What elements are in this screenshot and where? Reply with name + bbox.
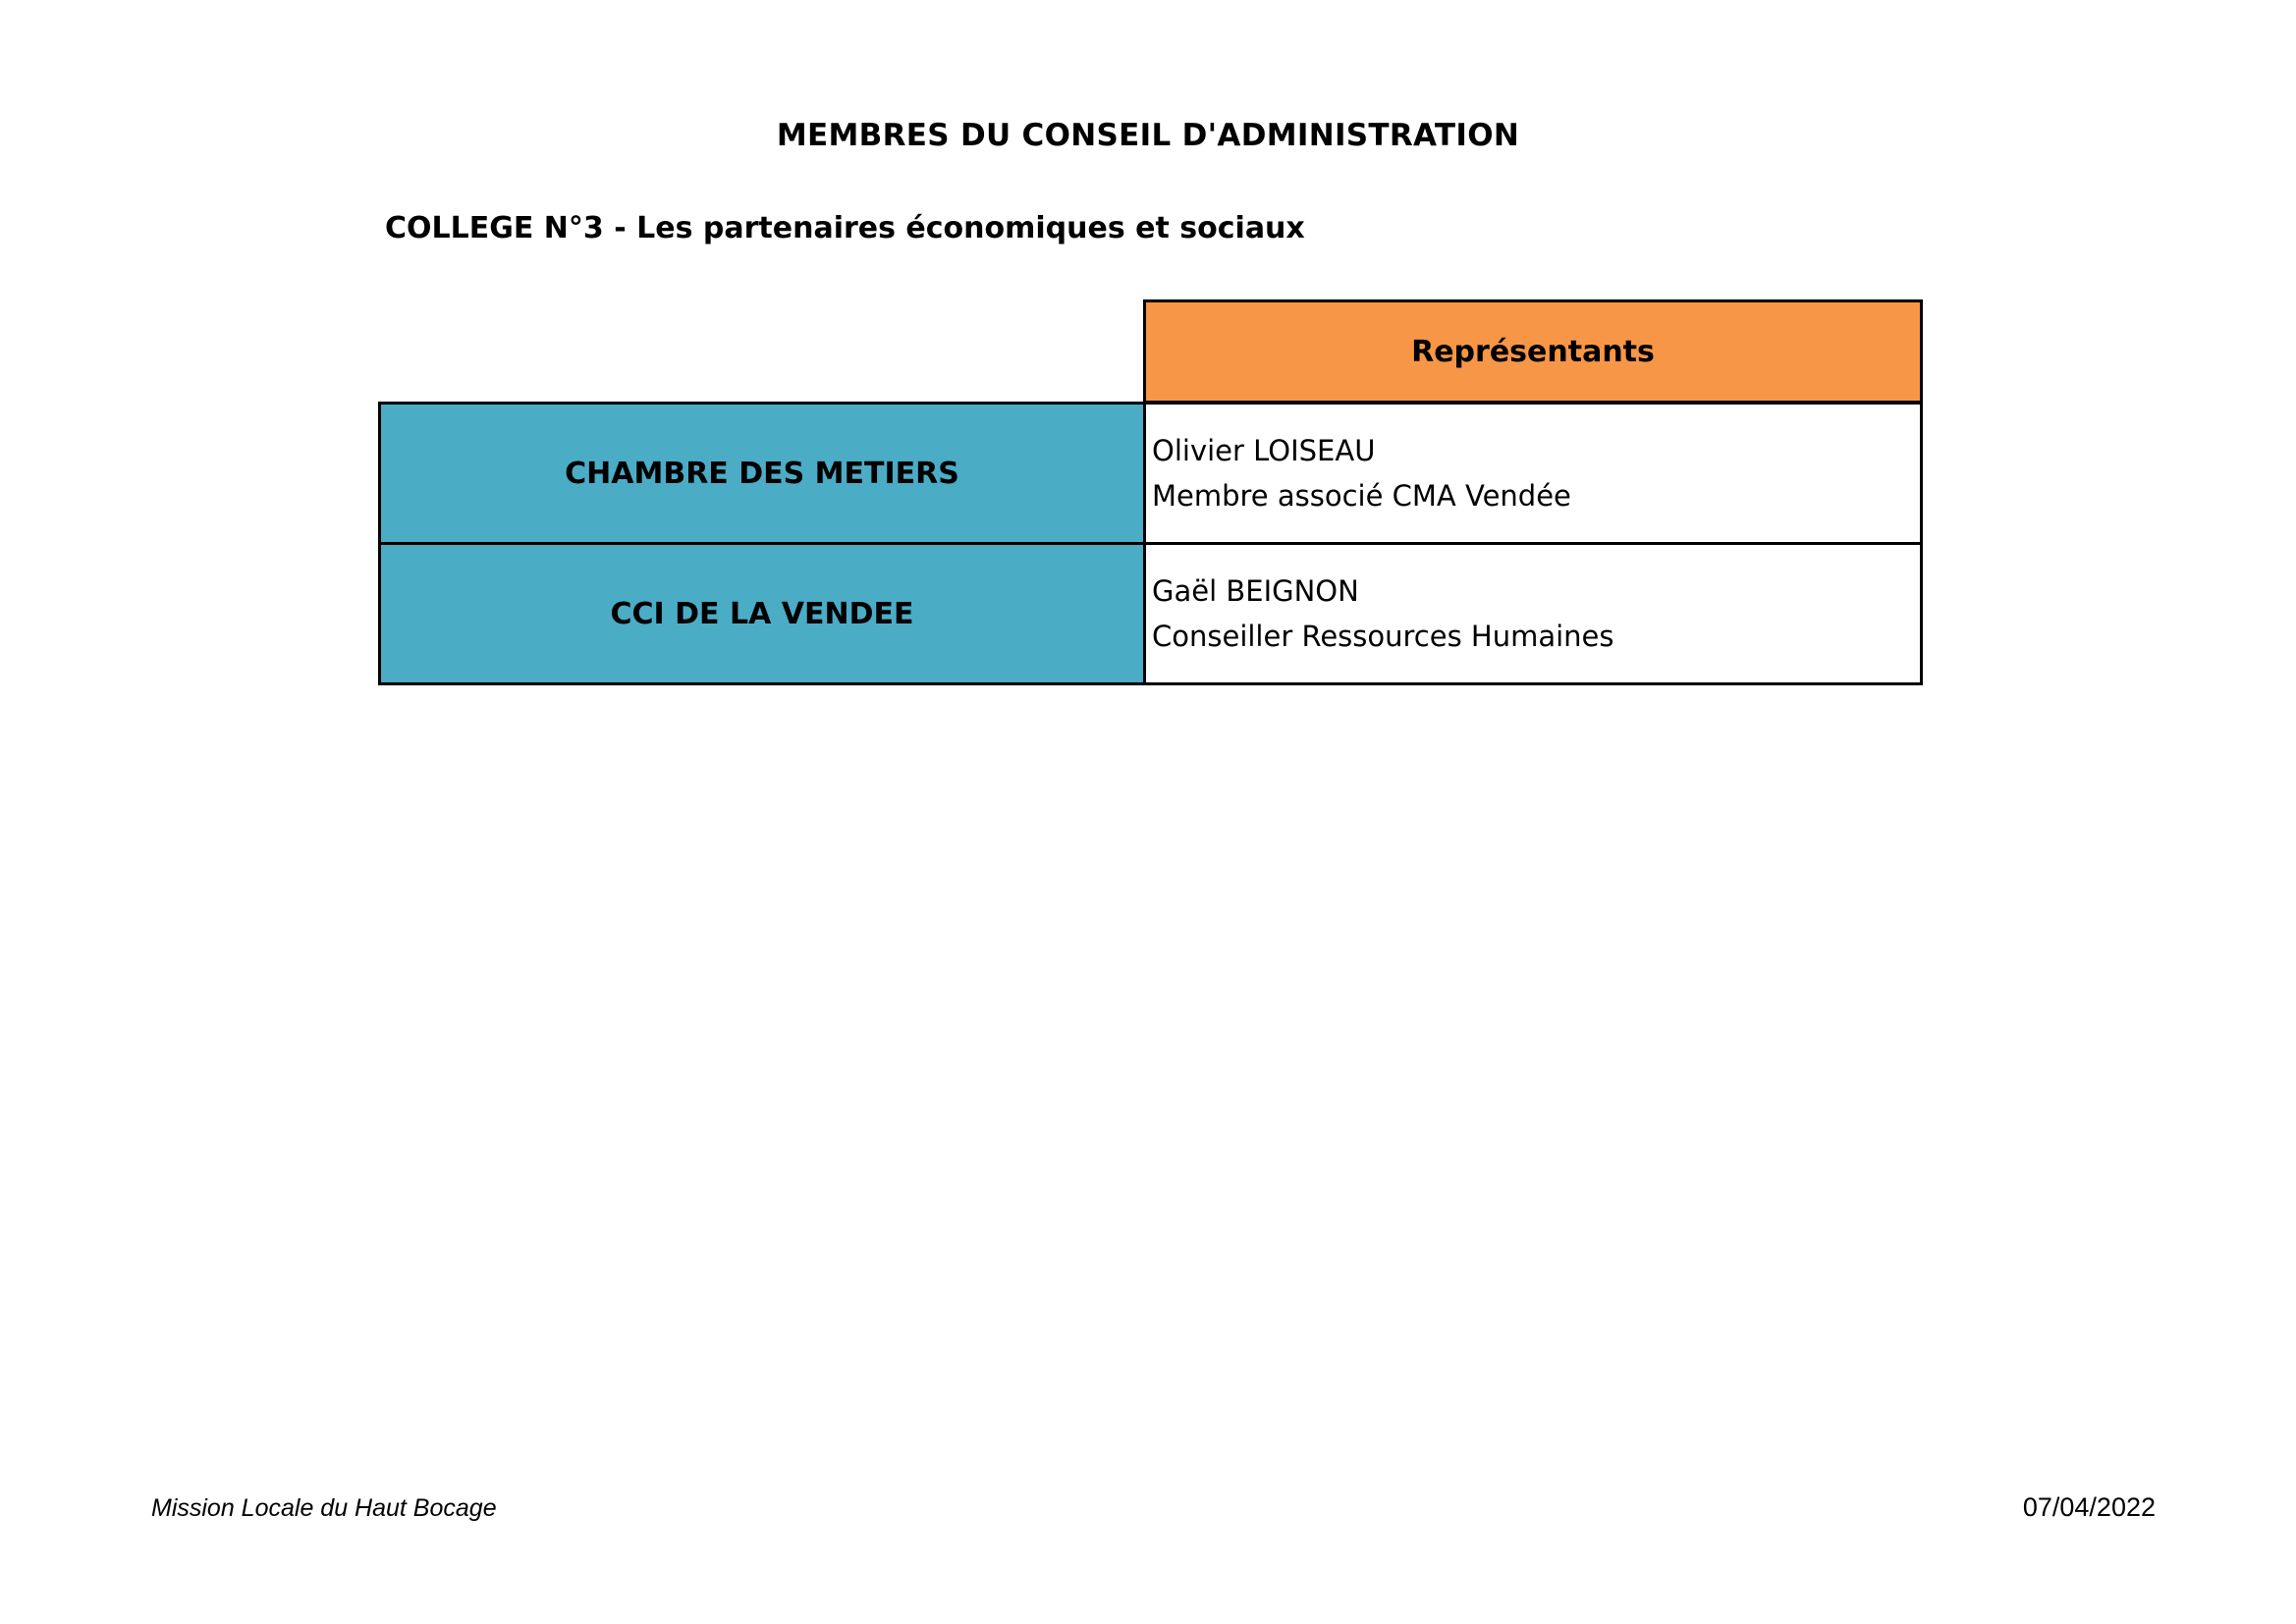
footer-organization: Mission Locale du Haut Bocage xyxy=(151,1494,497,1522)
representative-cell xyxy=(1145,544,1922,684)
organization-cell: CHAMBRE DES METIERS xyxy=(380,404,1145,544)
representative-name: Gaël BEIGNON xyxy=(1152,574,1359,608)
representative-role: Membre associé CMA Vendée xyxy=(1152,479,1571,513)
page-title: MEMBRES DU CONSEIL D'ADMINISTRATION xyxy=(776,118,1520,153)
organization-cell: CCI DE LA VENDEE xyxy=(380,544,1145,684)
members-table xyxy=(378,402,1923,685)
table-row xyxy=(380,404,1922,544)
representatives-header: Représentants xyxy=(1143,299,1923,404)
representative-role: Conseiller Ressources Humaines xyxy=(1152,620,1614,653)
footer-date: 07/04/2022 xyxy=(2022,1492,2156,1522)
table-row xyxy=(380,544,1922,684)
college-title: COLLEGE N°3 - Les partenaires économiques et sociaux xyxy=(385,211,1305,245)
representative-name: Olivier LOISEAU xyxy=(1152,434,1376,467)
representative-cell xyxy=(1145,404,1922,544)
